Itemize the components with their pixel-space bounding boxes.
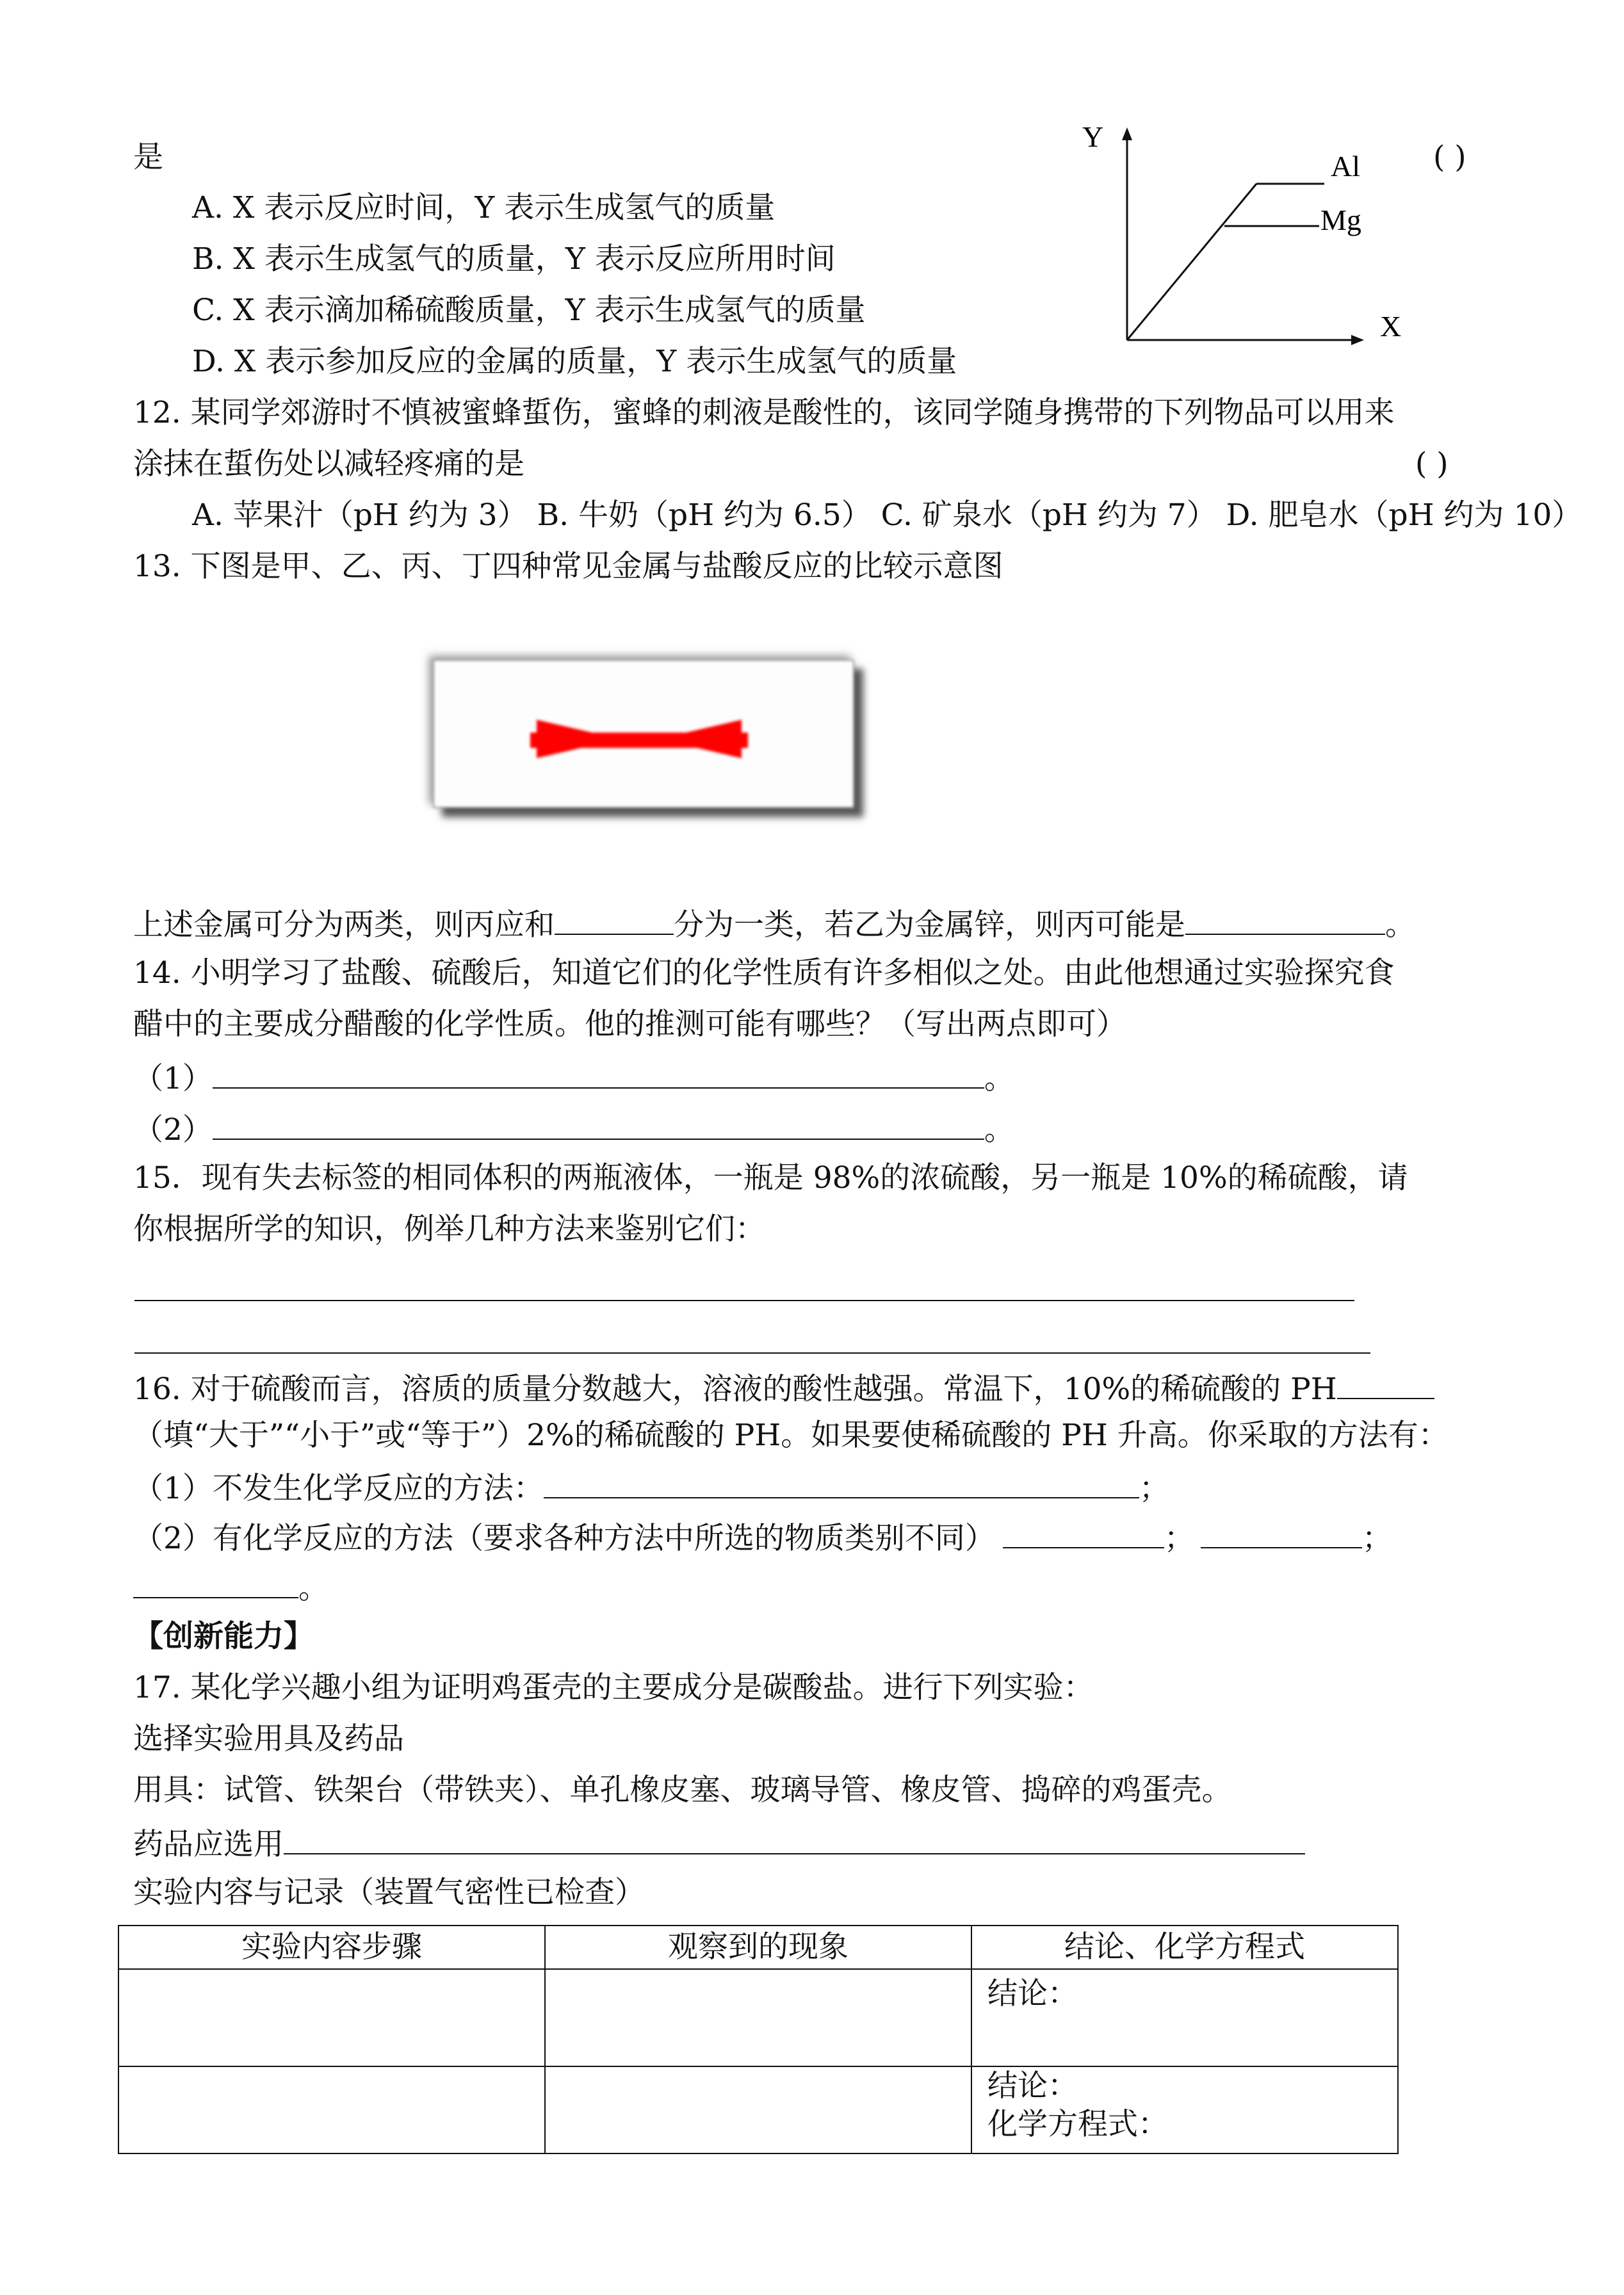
- q15-line1: 15．现有失去标签的相同体积的两瓶液体，一瓶是 98%的浓硫酸，另一瓶是 10%的稀硫酸，请: [133, 1160, 1408, 1196]
- row2-phenomena-cell[interactable]: [545, 2066, 971, 2153]
- q11-option-a: A. X 表示反应时间，Y 表示生成氢气的质量: [192, 190, 775, 225]
- q13-text-a: 上述金属可分为两类，则丙应和: [133, 907, 555, 943]
- red-x-icon: [434, 661, 853, 807]
- q17-blank-reagents[interactable]: [284, 1822, 1305, 1854]
- q17-line3: 用具：试管、铁架台（带铁夹）、单孔橡皮塞、玻璃导管、橡皮管、捣碎的鸡蛋壳。: [133, 1772, 1232, 1808]
- q16-line1: [133, 1367, 1434, 1409]
- col-header-steps: 实验内容步骤: [118, 1926, 545, 1969]
- q12-line1: 12. 某同学郊游时不慎被蜜蜂蜇伤，蜜蜂的刺液是酸性的，该同学随身携带的下列物品可以用来: [133, 395, 1395, 430]
- q16-line5-end: 。: [298, 1571, 329, 1606]
- q15-line2: 你根据所学的知识，例举几种方法来鉴别它们：: [133, 1212, 765, 1247]
- q13-text-b: 分为一类，若乙为金属锌，则丙可能是: [674, 907, 1185, 943]
- q13-blank-2[interactable]: [1185, 903, 1385, 935]
- row1-conclusion-cell[interactable]: [971, 1969, 1398, 2066]
- q16-line3: [133, 1466, 1169, 1508]
- x-axis-label: X: [1380, 310, 1402, 343]
- q14-line2: 醋中的主要成分醋酸的化学性质。他的推测可能有哪些？（写出两点即可）: [133, 1007, 1126, 1042]
- table-row: [118, 2066, 1398, 2153]
- q16-blank-ph[interactable]: [1337, 1367, 1434, 1399]
- y-axis-label: Y: [1082, 125, 1104, 153]
- q15-answer-line-1[interactable]: [134, 1300, 1354, 1301]
- row2-equation-label: 化学方程式：: [987, 2107, 1168, 2142]
- row1-steps-cell[interactable]: [118, 1969, 545, 2066]
- q16-line2: （填“大于”“小于”或“等于”）2%的稀硫酸的 PH。如果要使稀硫酸的 PH 升高。你采取的方法有：: [133, 1418, 1449, 1453]
- q14-item2: [133, 1108, 1014, 1149]
- experiment-table: [118, 1925, 1399, 2154]
- q16-line4: [133, 1516, 1392, 1558]
- al-label: Al: [1331, 150, 1360, 182]
- q17-line4: [133, 1822, 1305, 1864]
- q16-line1-text: 16. 对于硫酸而言，溶质的质量分数越大，溶液的酸性越强。常温下，10%的稀硫酸的 PH: [133, 1372, 1337, 1407]
- q13-line1: 13. 下图是甲、乙、丙、丁四种常见金属与盐酸反应的比较示意图: [133, 549, 1003, 584]
- q16-line5: [133, 1566, 329, 1608]
- q14-item1-label: （1）: [133, 1061, 213, 1096]
- q11-option-d: D. X 表示参加反应的金属的质量，Y 表示生成氢气的质量: [192, 344, 957, 379]
- col-header-phenomena: 观察到的现象: [545, 1926, 971, 1969]
- q16-blank-physical[interactable]: [544, 1466, 1139, 1498]
- q11-option-c: C. X 表示滴加稀硫酸质量，Y 表示生成氢气的质量: [192, 293, 866, 328]
- row1-phenomena-cell[interactable]: [545, 1969, 971, 2066]
- q14-item1-end: 。: [984, 1061, 1014, 1096]
- row1-conclusion-label: 结论：: [987, 1976, 1078, 2011]
- row2-steps-cell[interactable]: [118, 2066, 545, 2153]
- q14-line1: 14. 小明学习了盐酸、硫酸后，知道它们的化学性质有许多相似之处。由此他想通过实验探究食: [133, 955, 1395, 991]
- q12-line2: 涂抹在蜇伤处以减轻疼痛的是: [133, 446, 524, 482]
- table-row: [118, 1969, 1398, 2066]
- q14-item2-end: 。: [984, 1112, 1014, 1148]
- q13-text-end: 。: [1385, 907, 1415, 943]
- q16-line3-text: （1）不发生化学反应的方法：: [133, 1471, 544, 1506]
- q15-answer-line-2[interactable]: [134, 1352, 1370, 1354]
- q16-blank-chem-3[interactable]: [133, 1566, 298, 1598]
- q16-line4-text: （2）有化学反应的方法（要求各种方法中所选的物质类别不同）: [133, 1521, 995, 1556]
- q13-blank-1[interactable]: [555, 903, 674, 935]
- q16-line3-end: ；: [1139, 1471, 1169, 1506]
- q16-blank-chem-1[interactable]: [1003, 1516, 1164, 1548]
- q17-line2: 选择实验用具及药品: [133, 1721, 404, 1756]
- row2-conclusion-label: 结论：: [987, 2068, 1078, 2104]
- q16-blank-chem-2[interactable]: [1201, 1516, 1362, 1548]
- q16-sep-2: ；: [1361, 1521, 1392, 1556]
- q12-options: A. 苹果汁（pH 约为 3） B. 牛奶（pH 约为 6.5） C. 矿泉水（pH 约为 7） D. 肥皂水（pH 约为 10）: [192, 498, 1582, 533]
- table-header-row: [118, 1926, 1398, 1969]
- q11-option-b: B. X 表示生成氢气的质量，Y 表示反应所用时间: [192, 241, 836, 277]
- q14-item2-label: （2）: [133, 1112, 213, 1148]
- q11-graph: [1082, 125, 1415, 355]
- q11-answer-bracket: ( ): [1433, 140, 1466, 175]
- row2-conclusion-cell[interactable]: [971, 2066, 1398, 2153]
- broken-image-placeholder: [433, 660, 854, 808]
- al-curve-rise: [1127, 184, 1256, 340]
- section-heading: 【创新能力】: [133, 1619, 314, 1654]
- mg-label: Mg: [1320, 204, 1361, 236]
- col-header-conclusion: 结论、化学方程式: [971, 1926, 1398, 1969]
- q11-tail: 是: [133, 140, 163, 175]
- q16-sep-1: ；: [1164, 1521, 1194, 1556]
- q17-line4-text: 药品应选用: [133, 1827, 284, 1862]
- q12-answer-bracket: ( ): [1415, 446, 1449, 482]
- q14-blank-1[interactable]: [213, 1057, 984, 1089]
- q17-line1: 17. 某化学兴趣小组为证明鸡蛋壳的主要成分是碳酸盐。进行下列实验：: [133, 1670, 1094, 1705]
- q17-line5: 实验内容与记录（装置气密性已检查）: [133, 1875, 645, 1910]
- q14-item1: [133, 1057, 1014, 1098]
- q13-line2: [133, 903, 1415, 945]
- q14-blank-2[interactable]: [213, 1108, 984, 1140]
